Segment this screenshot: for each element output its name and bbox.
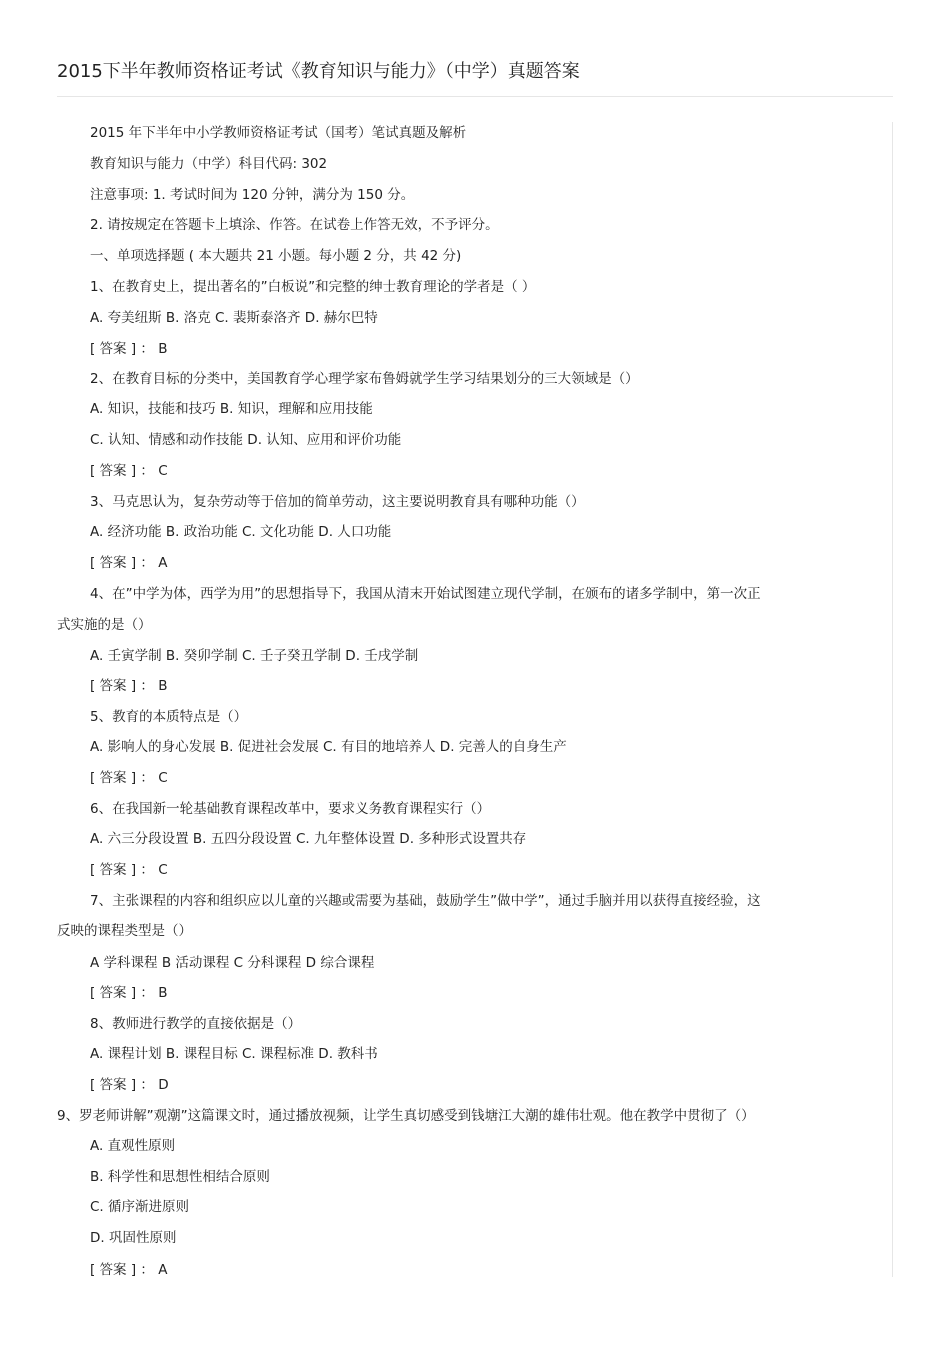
- answer-3: [ 答案 ] ： A: [90, 555, 168, 571]
- options-4: A. 壬寅学制 B. 癸卯学制 C. 壬子癸丑学制 D. 壬戌学制: [90, 648, 419, 664]
- question-7: 7、主张课程的内容和组织应以儿童的兴趣或需要为基础，鼓励学生”做中学”，通过手脑并用以获得直接经验，这: [90, 893, 761, 909]
- option-9c: C. 循序渐进原则: [90, 1199, 190, 1215]
- exam-heading: 2015 年下半年中小学教师资格证考试（国考）笔试真题及解析: [90, 125, 467, 141]
- question-3: 3、马克思认为，复杂劳动等于倍加的简单劳动，这主要说明教育具有哪种功能（）: [90, 494, 585, 510]
- question-2: 2、在教育目标的分类中，美国教育学心理学家布鲁姆就学生学习结果划分的三大领域是（）: [90, 371, 639, 387]
- answer-6: [ 答案 ] ： C: [90, 862, 168, 878]
- title-divider: [57, 96, 893, 97]
- options-2b: C. 认知、情感和动作技能 D. 认知、应用和评价功能: [90, 432, 402, 448]
- question-8: 8、教师进行教学的直接依据是（）: [90, 1016, 302, 1032]
- options-6: A. 六三分段设置 B. 五四分段设置 C. 九年整体设置 D. 多种形式设置共存: [90, 831, 527, 847]
- question-4-cont: 式实施的是（）: [57, 617, 152, 633]
- question-5: 5、教育的本质特点是（）: [90, 709, 248, 725]
- subject-code: 教育知识与能力（中学）科目代码: 302: [90, 156, 328, 172]
- question-6: 6、在我国新一轮基础教育课程改革中，要求义务教育课程实行（）: [90, 801, 491, 817]
- answer-1: [ 答案 ] ： B: [90, 341, 168, 357]
- section-heading: 一、单项选择题 ( 本大题共 21 小题。每小题 2 分，共 42 分): [90, 248, 462, 264]
- answer-8: [ 答案 ] ： D: [90, 1077, 169, 1093]
- question-1: 1、在教育史上，提出著名的”白板说”和完整的绅士教育理论的学者是（ ）: [90, 279, 536, 295]
- content-border: [892, 122, 893, 1277]
- question-4: 4、在”中学为体，西学为用”的思想指导下，我国从清末开始试图建立现代学制，在颁布的诸多学制中，第一次正: [90, 586, 761, 602]
- options-7: A 学科课程 B 活动课程 C 分科课程 D 综合课程: [90, 955, 375, 971]
- option-9a: A. 直观性原则: [90, 1138, 176, 1154]
- options-2a: A. 知识，技能和技巧 B. 知识，理解和应用技能: [90, 401, 373, 417]
- answer-7: [ 答案 ] ： B: [90, 985, 168, 1001]
- page-title: 2015下半年教师资格证考试《教育知识与能力》（中学）真题答案: [57, 61, 580, 82]
- answer-4: [ 答案 ] ： B: [90, 678, 168, 694]
- notice-2: 2. 请按规定在答题卡上填涂、作答。在试卷上作答无效，不予评分。: [90, 217, 499, 233]
- notice-1: 注意事项: 1. 考试时间为 120 分钟，满分为 150 分。: [90, 187, 415, 203]
- answer-2: [ 答案 ] ： C: [90, 463, 168, 479]
- question-9: 9、罗老师讲解”观潮”这篇课文时，通过播放视频，让学生真切感受到钱塘江大潮的雄伟壮观。他在教学中贯彻了（）: [57, 1108, 755, 1124]
- answer-9: [ 答案 ] ： A: [90, 1262, 168, 1278]
- option-9b: B. 科学性和思想性相结合原则: [90, 1169, 270, 1185]
- options-3: A. 经济功能 B. 政治功能 C. 文化功能 D. 人口功能: [90, 524, 392, 540]
- answer-5: [ 答案 ] ： C: [90, 770, 168, 786]
- options-1: A. 夸美纽斯 B. 洛克 C. 裴斯泰洛齐 D. 赫尔巴特: [90, 310, 378, 326]
- question-7-cont: 反映的课程类型是（）: [57, 923, 192, 939]
- option-9d: D. 巩固性原则: [90, 1230, 177, 1246]
- options-8: A. 课程计划 B. 课程目标 C. 课程标准 D. 教科书: [90, 1046, 378, 1062]
- options-5: A. 影响人的身心发展 B. 促进社会发展 C. 有目的地培养人 D. 完善人的自身生产: [90, 739, 567, 755]
